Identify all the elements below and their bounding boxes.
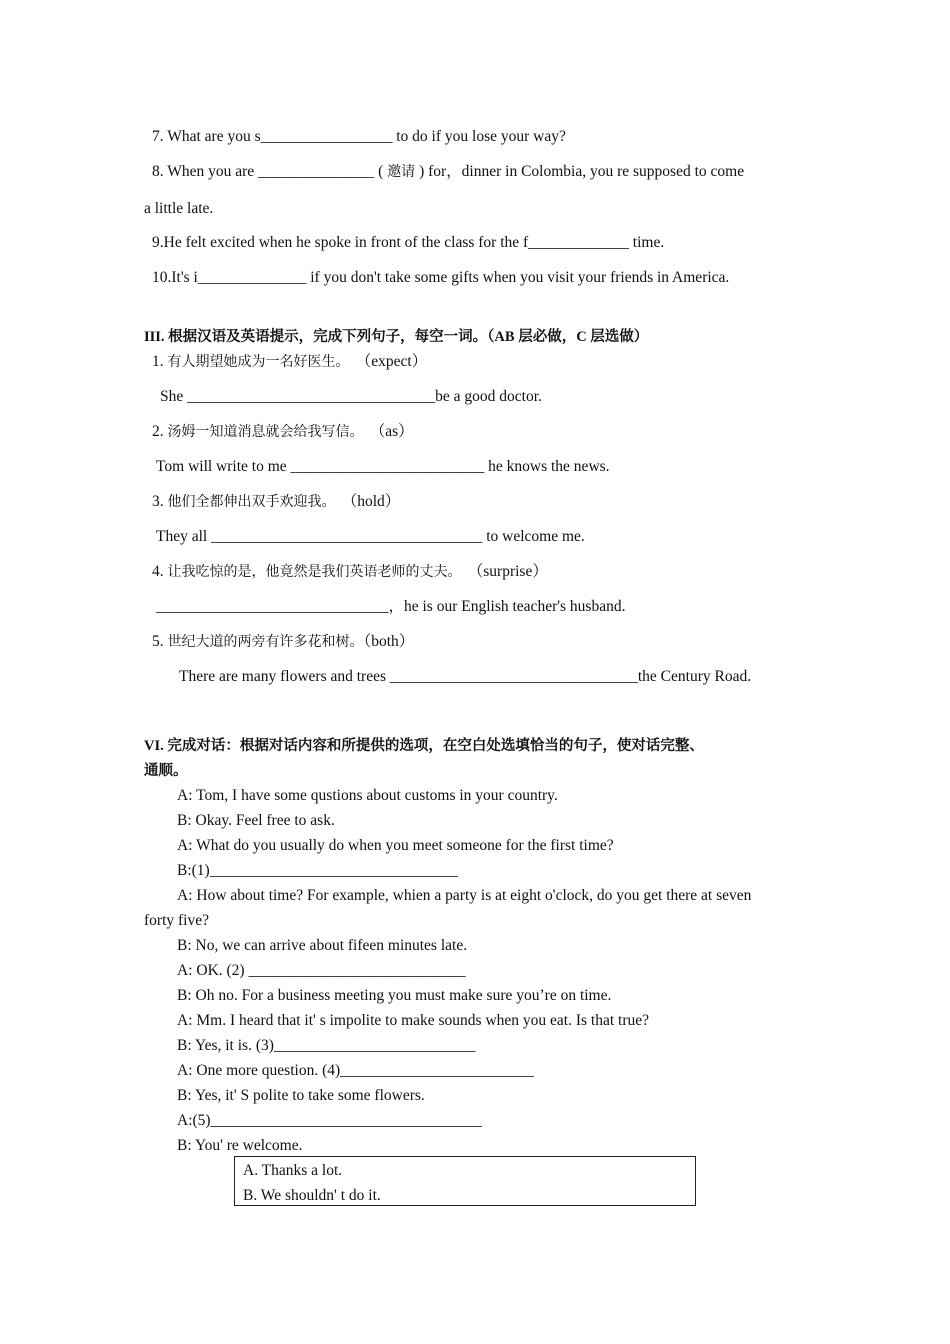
dialogue-line: A: Mm. I heard that it' s impolite to make sounds when you eat. Is that true? xyxy=(177,1012,650,1029)
dialogue-line: B: No, we can arrive about fifeen minutes late. xyxy=(177,937,468,954)
dialogue-line-wrap: forty five? xyxy=(144,912,209,929)
s3-item-4-number: 4. xyxy=(152,563,168,580)
dialogue-blank-4: A: One more question. (4)_________________________ xyxy=(177,1062,534,1079)
s3-item-2-answer: Tom will write to me _________________________ he knows the news. xyxy=(156,458,610,475)
s3-item-3-answer: They all ___________________________________ to welcome me. xyxy=(156,528,585,545)
s3-item-5-hint: （both） xyxy=(363,633,415,650)
section-3-heading: III. 根据汉语及英语提示，完成下列句子，每空一词。（AB 层必做，C 层选做） xyxy=(144,329,649,345)
s3-item-1-answer: She ________________________________be a good doctor. xyxy=(160,388,542,405)
option-a: A. Thanks a lot. xyxy=(243,1162,343,1179)
question-10: 10.It's i______________ if you don't take some gifts when you visit your friends in America. xyxy=(152,269,730,286)
dialogue-blank-2: A: OK. (2) ____________________________ xyxy=(177,962,466,979)
dialogue-blank-3: B: Yes, it is. (3)__________________________ xyxy=(177,1037,476,1054)
question-8-text-rest: ) for，dinner in Colombia, you re supposed to come xyxy=(415,163,745,180)
section-6-heading-line-2: 通顺。 xyxy=(144,763,188,779)
s3-item-3-hint: （hold） xyxy=(349,493,401,510)
dialogue-line: B: Oh no. For a business meeting you must make sure you’re on time. xyxy=(177,987,612,1004)
s3-item-3-chinese: 他们全都伸出双手欢迎我。 xyxy=(167,494,336,510)
s3-item-3-number: 3. xyxy=(152,493,168,510)
s3-item-5-number: 5. xyxy=(152,633,168,650)
dialogue-line: A: What do you usually do when you meet someone for the first time? xyxy=(177,837,614,854)
question-8-text: 8. When you are _______________ ( xyxy=(152,163,388,180)
question-8-line-1 xyxy=(152,162,744,182)
section-6-heading-line-1: VI. 完成对话：根据对话内容和所提供的选项，在空白处选填恰当的句子，使对话完整、 xyxy=(144,738,704,754)
dialogue-blank-1: B:(1)________________________________ xyxy=(177,862,458,879)
dialogue-line: B: Yes, it' S polite to take some flowers. xyxy=(177,1087,425,1104)
question-8-chinese-hint: 邀请 xyxy=(387,164,416,180)
dialogue-blank-5: A:(5)___________________________________ xyxy=(177,1112,482,1129)
s3-item-4-hint: （surprise） xyxy=(475,563,548,580)
dialogue-line: B: You' re welcome. xyxy=(177,1137,303,1154)
s3-item-2-number: 2. xyxy=(152,423,168,440)
s3-item-5-chinese: 世纪大道的两旁有许多花和树。 xyxy=(167,634,364,650)
question-7: 7. What are you s_________________ to do if you lose your way? xyxy=(152,128,566,145)
s3-item-1-prompt xyxy=(152,352,427,372)
s3-item-1-number: 1. xyxy=(152,353,168,370)
s3-item-3-prompt xyxy=(152,492,400,512)
dialogue-line: A: Tom, I have some qustions about customs in your country. xyxy=(177,787,558,804)
dialogue-line: A: How about time? For example, whien a party is at eight o'clock, do you get there at seven xyxy=(177,887,752,904)
question-9: 9.He felt excited when he spoke in front of the class for the f_____________ time. xyxy=(152,234,665,251)
dialogue-line: B: Okay. Feel free to ask. xyxy=(177,812,335,829)
question-8-line-2: a little late. xyxy=(144,200,214,217)
s3-item-4-prompt xyxy=(152,562,548,582)
s3-item-5-prompt xyxy=(152,632,414,652)
s3-item-1-hint: （expect） xyxy=(363,353,428,370)
s3-item-2-prompt xyxy=(152,422,414,442)
s3-item-2-chinese: 汤姆一知道消息就会给我写信。 xyxy=(167,424,364,440)
s3-item-5-answer: There are many flowers and trees ________________________________the Century Road. xyxy=(179,668,752,685)
s3-item-1-chinese: 有人期望她成为一名好医生。 xyxy=(167,354,350,370)
s3-item-2-hint: （as） xyxy=(377,423,414,440)
option-b: B. We shouldn' t do it. xyxy=(243,1187,381,1204)
s3-item-4-answer: ______________________________，he is our English teacher's husband. xyxy=(156,598,626,615)
s3-item-4-chinese: 让我吃惊的是，他竟然是我们英语老师的丈夫。 xyxy=(167,564,462,580)
